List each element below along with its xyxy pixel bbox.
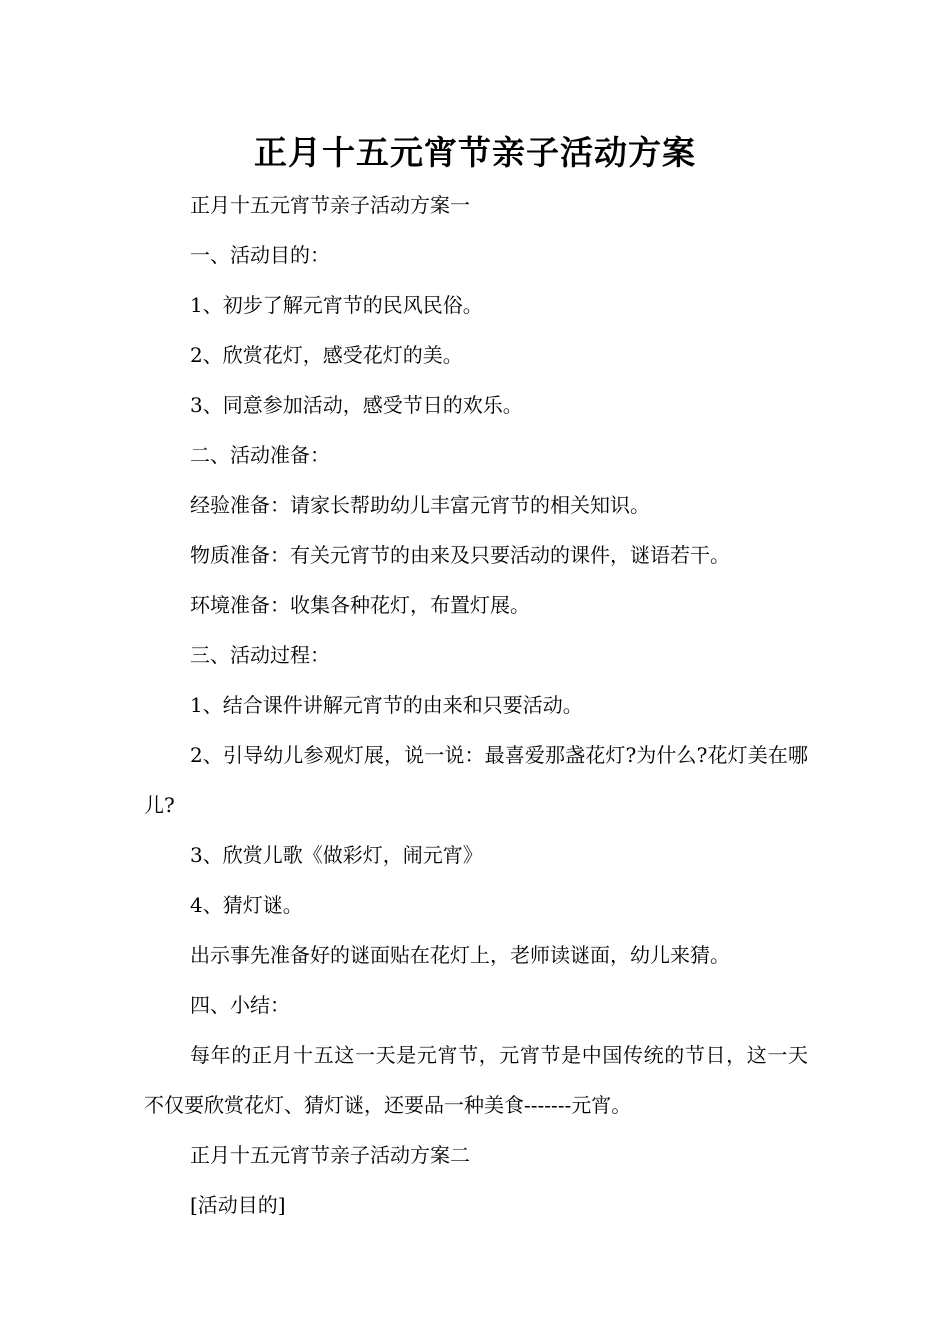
paragraph-process-2: 2、引导幼儿参观灯展，说一说：最喜爱那盏花灯?为什么?花灯美在哪儿? — [144, 743, 808, 817]
paragraph-section-process: 三、活动过程： — [190, 643, 330, 667]
paragraph-plan-one-heading: 正月十五元宵节亲子活动方案一 — [190, 193, 470, 217]
paragraph-section-preparation: 二、活动准备： — [190, 443, 330, 467]
paragraph-process-3: 3、欣赏儿歌《做彩灯，闹元宵》 — [190, 843, 483, 867]
paragraph-plan-two-heading: 正月十五元宵节亲子活动方案二 — [190, 1143, 470, 1167]
paragraph-prep-environment: 环境准备：收集各种花灯，布置灯展。 — [190, 593, 530, 617]
document-body — [144, 180, 808, 1230]
paragraph-summary-text: 每年的正月十五这一天是元宵节，元宵节是中国传统的节日，这一天不仅要欣赏花灯、猜灯谜，还要品一种美食-------元宵。 — [144, 1043, 808, 1117]
paragraph-goal-1: 1、初步了解元宵节的民风民俗。 — [190, 293, 483, 317]
paragraph-section-summary: 四、小结： — [190, 993, 290, 1017]
paragraph-section-goals: 一、活动目的： — [190, 243, 330, 267]
paragraph-prep-materials: 物质准备：有关元宵节的由来及只要活动的课件，谜语若干。 — [190, 543, 730, 567]
document-title: 正月十五元宵节亲子活动方案 — [254, 133, 696, 172]
paragraph-process-4: 4、猜灯谜。 — [190, 893, 303, 917]
paragraph-goal-2: 2、欣赏花灯，感受花灯的美。 — [190, 343, 463, 367]
paragraph-process-1: 1、结合课件讲解元宵节的由来和只要活动。 — [190, 693, 583, 717]
paragraph-plan-two-goals: [活动目的] — [190, 1193, 286, 1217]
paragraph-riddle-instructions: 出示事先准备好的谜面贴在花灯上，老师读谜面，幼儿来猜。 — [190, 943, 730, 967]
paragraph-goal-3: 3、同意参加活动，感受节日的欢乐。 — [190, 393, 523, 417]
paragraph-prep-experience: 经验准备：请家长帮助幼儿丰富元宵节的相关知识。 — [190, 493, 650, 517]
